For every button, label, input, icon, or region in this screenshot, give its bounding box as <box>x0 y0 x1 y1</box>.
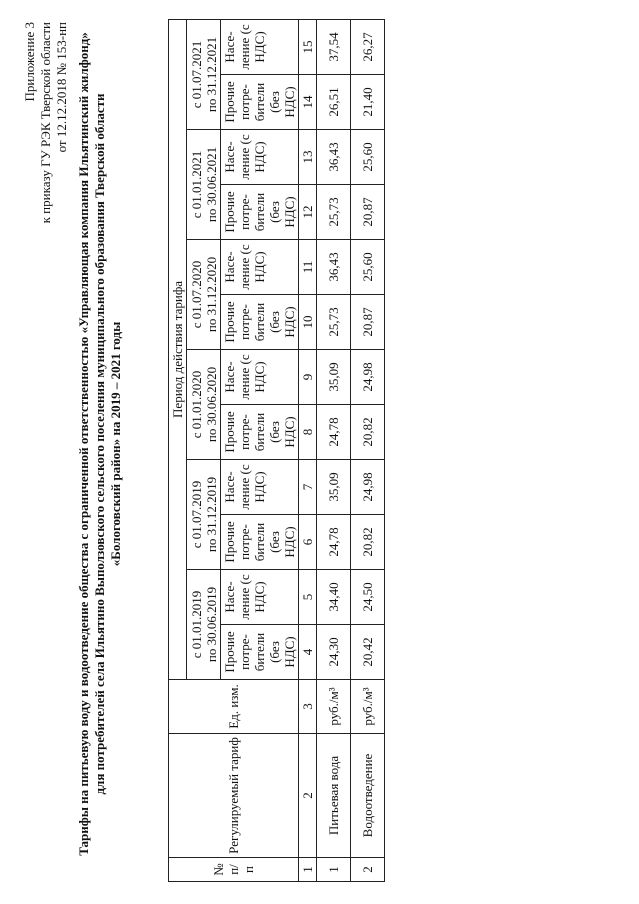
subheader-other: Прочие потре- бители (без НДС) <box>221 625 299 680</box>
header-unit: Ед. изм. <box>169 680 299 734</box>
subheader-other: Прочие потре- бители (без НДС) <box>221 295 299 350</box>
table-row <box>317 19 351 881</box>
subheader-population: Насе- ление (с НДС) <box>221 240 299 295</box>
tariff-table-wrap <box>168 20 385 882</box>
index-cell: 12 <box>299 185 317 240</box>
tariff-value: 35,09 <box>317 460 351 515</box>
index-cell: 7 <box>299 460 317 515</box>
row-num: 1 <box>317 858 351 882</box>
row-unit: руб./м³ <box>317 680 351 734</box>
tariff-value: 20,87 <box>351 185 385 240</box>
period-end: по 30.06.2021 <box>203 146 219 223</box>
header-period: Период действия тарифа <box>169 19 187 679</box>
period-header <box>187 19 221 129</box>
title-line-3: «Бологовский район» на 2019 – 2021 годы <box>108 321 123 567</box>
tariff-value: 34,40 <box>317 570 351 625</box>
subheader-other: Прочие потре- бители (без НДС) <box>221 185 299 240</box>
tariff-value: 36,43 <box>317 240 351 295</box>
period-header <box>187 570 221 680</box>
index-cell: 6 <box>299 515 317 570</box>
tariff-value: 36,43 <box>317 130 351 185</box>
tariff-value: 37,54 <box>317 19 351 74</box>
period-header <box>187 460 221 570</box>
tariff-value: 35,09 <box>317 350 351 405</box>
tariff-value: 20,87 <box>351 295 385 350</box>
tariff-value: 25,60 <box>351 240 385 295</box>
period-header <box>187 240 221 350</box>
subheader-other: Прочие потре- бители (без НДС) <box>221 405 299 460</box>
row-unit: руб./м³ <box>351 680 385 734</box>
title-line-2: для потребителей села Ильятино Выползовского сельского поселения муниципального образования Тверской области <box>92 93 107 795</box>
subheader-population: Насе- ление (с НДС) <box>221 460 299 515</box>
row-num: 2 <box>351 858 385 882</box>
index-row <box>299 19 317 881</box>
tariff-table <box>168 19 385 882</box>
tariff-value: 24,30 <box>317 625 351 680</box>
period-start: с 01.07.2020 <box>188 260 204 329</box>
period-end: по 31.12.2021 <box>203 36 219 113</box>
tariff-value: 26,27 <box>351 19 385 74</box>
period-start: с 01.07.2021 <box>188 40 204 109</box>
period-end: по 30.06.2020 <box>203 366 219 443</box>
period-start: с 01.01.2019 <box>188 590 204 659</box>
subheader-population: Насе- ление (с НДС) <box>221 350 299 405</box>
index-cell: 13 <box>299 130 317 185</box>
subheader-other: Прочие потре- бители (без НДС) <box>221 515 299 570</box>
period-start: с 01.01.2021 <box>188 150 204 219</box>
subheader-other: Прочие потре- бители (без НДС) <box>221 75 299 130</box>
tariff-value: 25,73 <box>317 295 351 350</box>
period-end: по 31.12.2019 <box>203 476 219 553</box>
title-line-1: Тарифы на питьевую воду и водоотведение общества с ограниченной ответственностью «Управляющая компания Ильятинский жилфонд» <box>76 32 91 856</box>
tariff-value: 20,82 <box>351 515 385 570</box>
tariff-value: 24,78 <box>317 515 351 570</box>
appendix-block <box>22 22 70 223</box>
period-header <box>187 350 221 460</box>
index-cell: 1 <box>299 858 317 882</box>
index-cell: 8 <box>299 405 317 460</box>
index-cell: 5 <box>299 570 317 625</box>
index-cell: 9 <box>299 350 317 405</box>
tariff-value: 20,42 <box>351 625 385 680</box>
tariff-value: 20,82 <box>351 405 385 460</box>
header-tariff: Регулируемый тариф <box>169 734 299 858</box>
index-cell: 10 <box>299 295 317 350</box>
tariff-value: 24,78 <box>317 405 351 460</box>
subheader-population: Насе- ление (с НДС) <box>221 130 299 185</box>
index-cell: 15 <box>299 19 317 74</box>
tariff-value: 24,98 <box>351 350 385 405</box>
tariff-value: 24,50 <box>351 570 385 625</box>
tariff-value: 24,98 <box>351 460 385 515</box>
appendix-title: Приложение 3 <box>22 22 37 102</box>
index-cell: 4 <box>299 625 317 680</box>
index-cell: 2 <box>299 734 317 858</box>
document-title <box>76 4 124 884</box>
subheader-population: Насе- ление (с НДС) <box>221 570 299 625</box>
period-end: по 30.06.2019 <box>203 586 219 663</box>
tariff-value: 21,40 <box>351 75 385 130</box>
subheader-population: Насе- ление (с НДС) <box>221 19 299 74</box>
row-tariff-name: Питьевая вода <box>317 734 351 858</box>
appendix-order-ref: к приказу ГУ РЭК Тверской области <box>38 22 53 224</box>
row-tariff-name: Водоотведение <box>351 734 385 858</box>
index-cell: 14 <box>299 75 317 130</box>
table-row <box>351 19 385 881</box>
tariff-value: 26,51 <box>317 75 351 130</box>
tariff-value: 25,60 <box>351 130 385 185</box>
appendix-order-date: от 12.12.2018 № 153-нп <box>54 22 69 153</box>
header-num: № п/ п <box>169 858 299 882</box>
index-cell: 3 <box>299 680 317 734</box>
period-header <box>187 130 221 240</box>
tariff-value: 25,73 <box>317 185 351 240</box>
index-cell: 11 <box>299 240 317 295</box>
period-start: с 01.01.2020 <box>188 370 204 439</box>
period-start: с 01.07.2019 <box>188 480 204 549</box>
period-end: по 31.12.2020 <box>203 256 219 333</box>
